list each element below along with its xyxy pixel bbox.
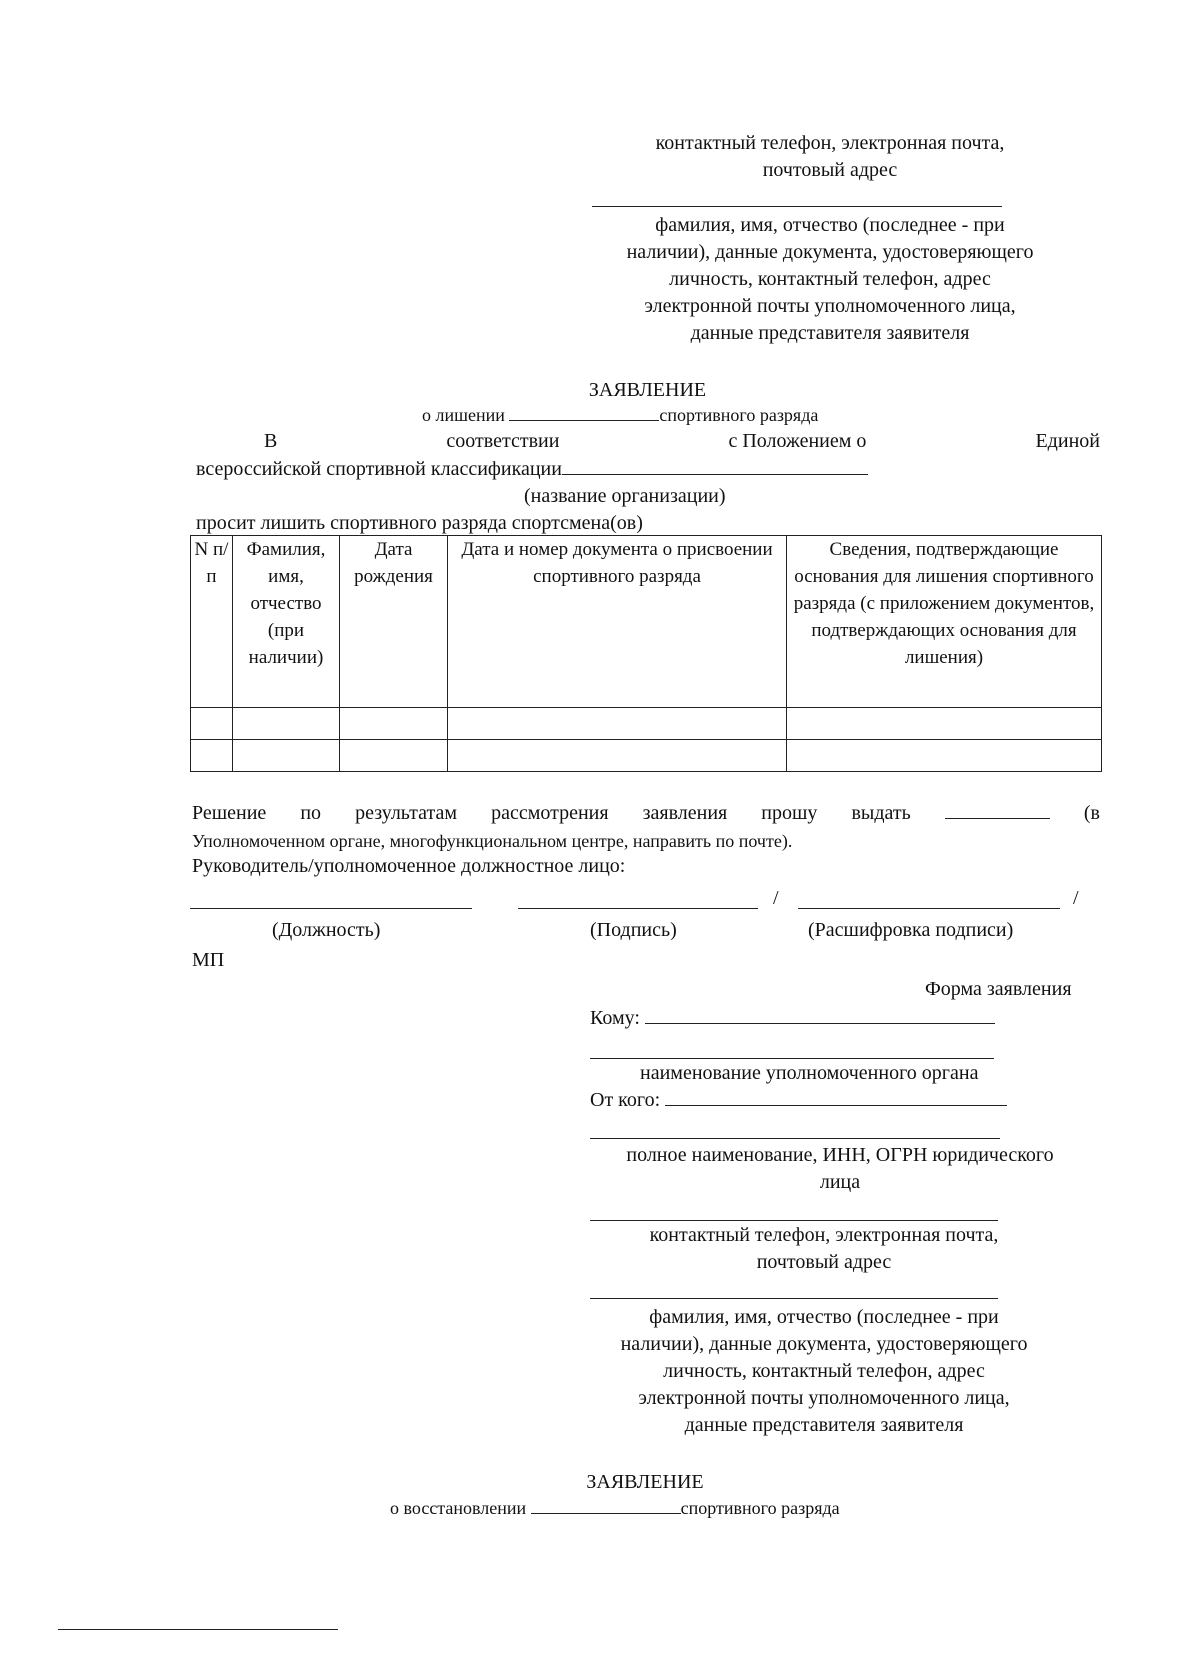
statement-subtitle: о лишении спортивного разряда — [422, 405, 819, 425]
statement-title: ЗАЯВЛЕНИЕ — [588, 379, 707, 401]
position-caption: (Должность) — [272, 919, 381, 941]
table-row — [191, 740, 1102, 772]
header-number: N п/п — [191, 536, 233, 708]
slash: / — [773, 887, 779, 909]
table-header-row — [191, 536, 1102, 708]
contact-caption — [590, 130, 1070, 184]
table-cell[interactable] — [233, 708, 340, 740]
fio-caption-line: личность, контактный телефон, адрес — [663, 1360, 985, 1382]
decode-line — [798, 908, 1060, 909]
table-cell[interactable] — [787, 740, 1102, 772]
contact-caption — [584, 1222, 1064, 1276]
position-line — [190, 908, 472, 909]
header-grounds: Сведения, подтверждающие основания для лишения спортивного разряда (с приложением документов, подтверждающих основания для лишения) — [787, 536, 1102, 708]
authority-blank-line — [590, 1058, 994, 1059]
header-birthdate: Дата рождения — [340, 536, 448, 708]
contact-caption-line: почтовый адрес — [756, 1251, 892, 1273]
contact-caption-line: контактный телефон, электронная почта, — [649, 1224, 999, 1246]
fio-caption — [574, 1304, 1074, 1439]
athletes-table — [190, 535, 1102, 772]
contact-caption-line: почтовый адрес — [762, 159, 898, 181]
justified-line: В соответствии с Положением о Единой — [264, 430, 1100, 452]
signature-line — [518, 908, 758, 909]
organization-caption: (название организации) — [524, 485, 726, 507]
to-row: Кому: — [590, 1005, 995, 1032]
fio-caption-line: данные представителя заявителя — [690, 322, 970, 344]
legal-caption-line: полное наименование, ИНН, ОГРН юридического — [626, 1144, 1054, 1166]
statement-subtitle: о восстановлении спортивного разряда — [390, 1498, 840, 1518]
table-cell[interactable] — [340, 740, 448, 772]
request-line: просит лишить спортивного разряда спортсмена(ов) — [196, 512, 643, 534]
delivery-blank — [945, 817, 1050, 819]
footnote-line — [58, 1629, 338, 1630]
from-blank — [665, 1104, 1007, 1106]
fio-caption-line: наличии), данные документа, удостоверяющего — [620, 1333, 1028, 1355]
header-fio: Фамилия, имя, отчество (при наличии) — [233, 536, 340, 708]
signature-caption: (Подпись) — [590, 919, 677, 941]
fio-caption-line: фамилия, имя, отчество (последнее - при — [655, 214, 1005, 236]
table-cell[interactable] — [340, 708, 448, 740]
table-cell[interactable] — [448, 740, 787, 772]
delivery-options: Уполномоченном органе, многофункциональном центре, направить по почте). — [192, 831, 793, 851]
fio-caption-line: данные представителя заявителя — [684, 1414, 964, 1436]
fio-caption-line: электронной почты уполномоченного лица, — [644, 295, 1016, 317]
classification-line: всероссийской спортивной классификации — [196, 456, 868, 483]
rank-blank — [531, 1512, 681, 1514]
table-cell[interactable] — [448, 708, 787, 740]
table-cell[interactable] — [191, 708, 233, 740]
fio-blank-line — [590, 1298, 998, 1299]
statement-title: ЗАЯВЛЕНИЕ — [586, 1471, 704, 1493]
slash: / — [1073, 887, 1079, 909]
head-label: Руководитель/уполномоченное должностное лицо: — [192, 855, 626, 877]
contact-caption-line: контактный телефон, электронная почта, — [655, 132, 1005, 154]
decision-line: Решение по результатам рассмотрения заявления прошу выдать (в — [192, 802, 1100, 824]
fio-caption-line: личность, контактный телефон, адрес — [669, 268, 991, 290]
organization-blank — [562, 473, 868, 475]
fio-caption-line: электронной почты уполномоченного лица, — [638, 1387, 1010, 1409]
table-cell[interactable] — [191, 740, 233, 772]
stamp-label: МП — [192, 949, 225, 971]
rank-blank — [509, 419, 659, 421]
fio-caption — [580, 212, 1080, 347]
from-row: От кого: — [590, 1087, 1007, 1114]
legal-caption-line: лица — [819, 1171, 861, 1193]
fio-caption-line: наличии), данные документа, удостоверяющего — [626, 241, 1034, 263]
table-cell[interactable] — [787, 708, 1102, 740]
header-document: Дата и номер документа о присвоении спортивного разряда — [448, 536, 787, 708]
legal-caption — [580, 1142, 1100, 1196]
decode-caption: (Расшифровка подписи) — [808, 919, 1014, 941]
table-cell[interactable] — [233, 740, 340, 772]
form-label: Форма заявления — [925, 978, 1072, 1000]
contact-blank-line — [590, 1220, 998, 1221]
legal-blank-line — [590, 1138, 1000, 1139]
authority-caption: наименование уполномоченного органа — [640, 1062, 979, 1084]
fio-caption-line: фамилия, имя, отчество (последнее - при — [649, 1306, 999, 1328]
to-blank — [645, 1022, 995, 1024]
fio-blank-line — [592, 206, 1002, 207]
table-row — [191, 708, 1102, 740]
